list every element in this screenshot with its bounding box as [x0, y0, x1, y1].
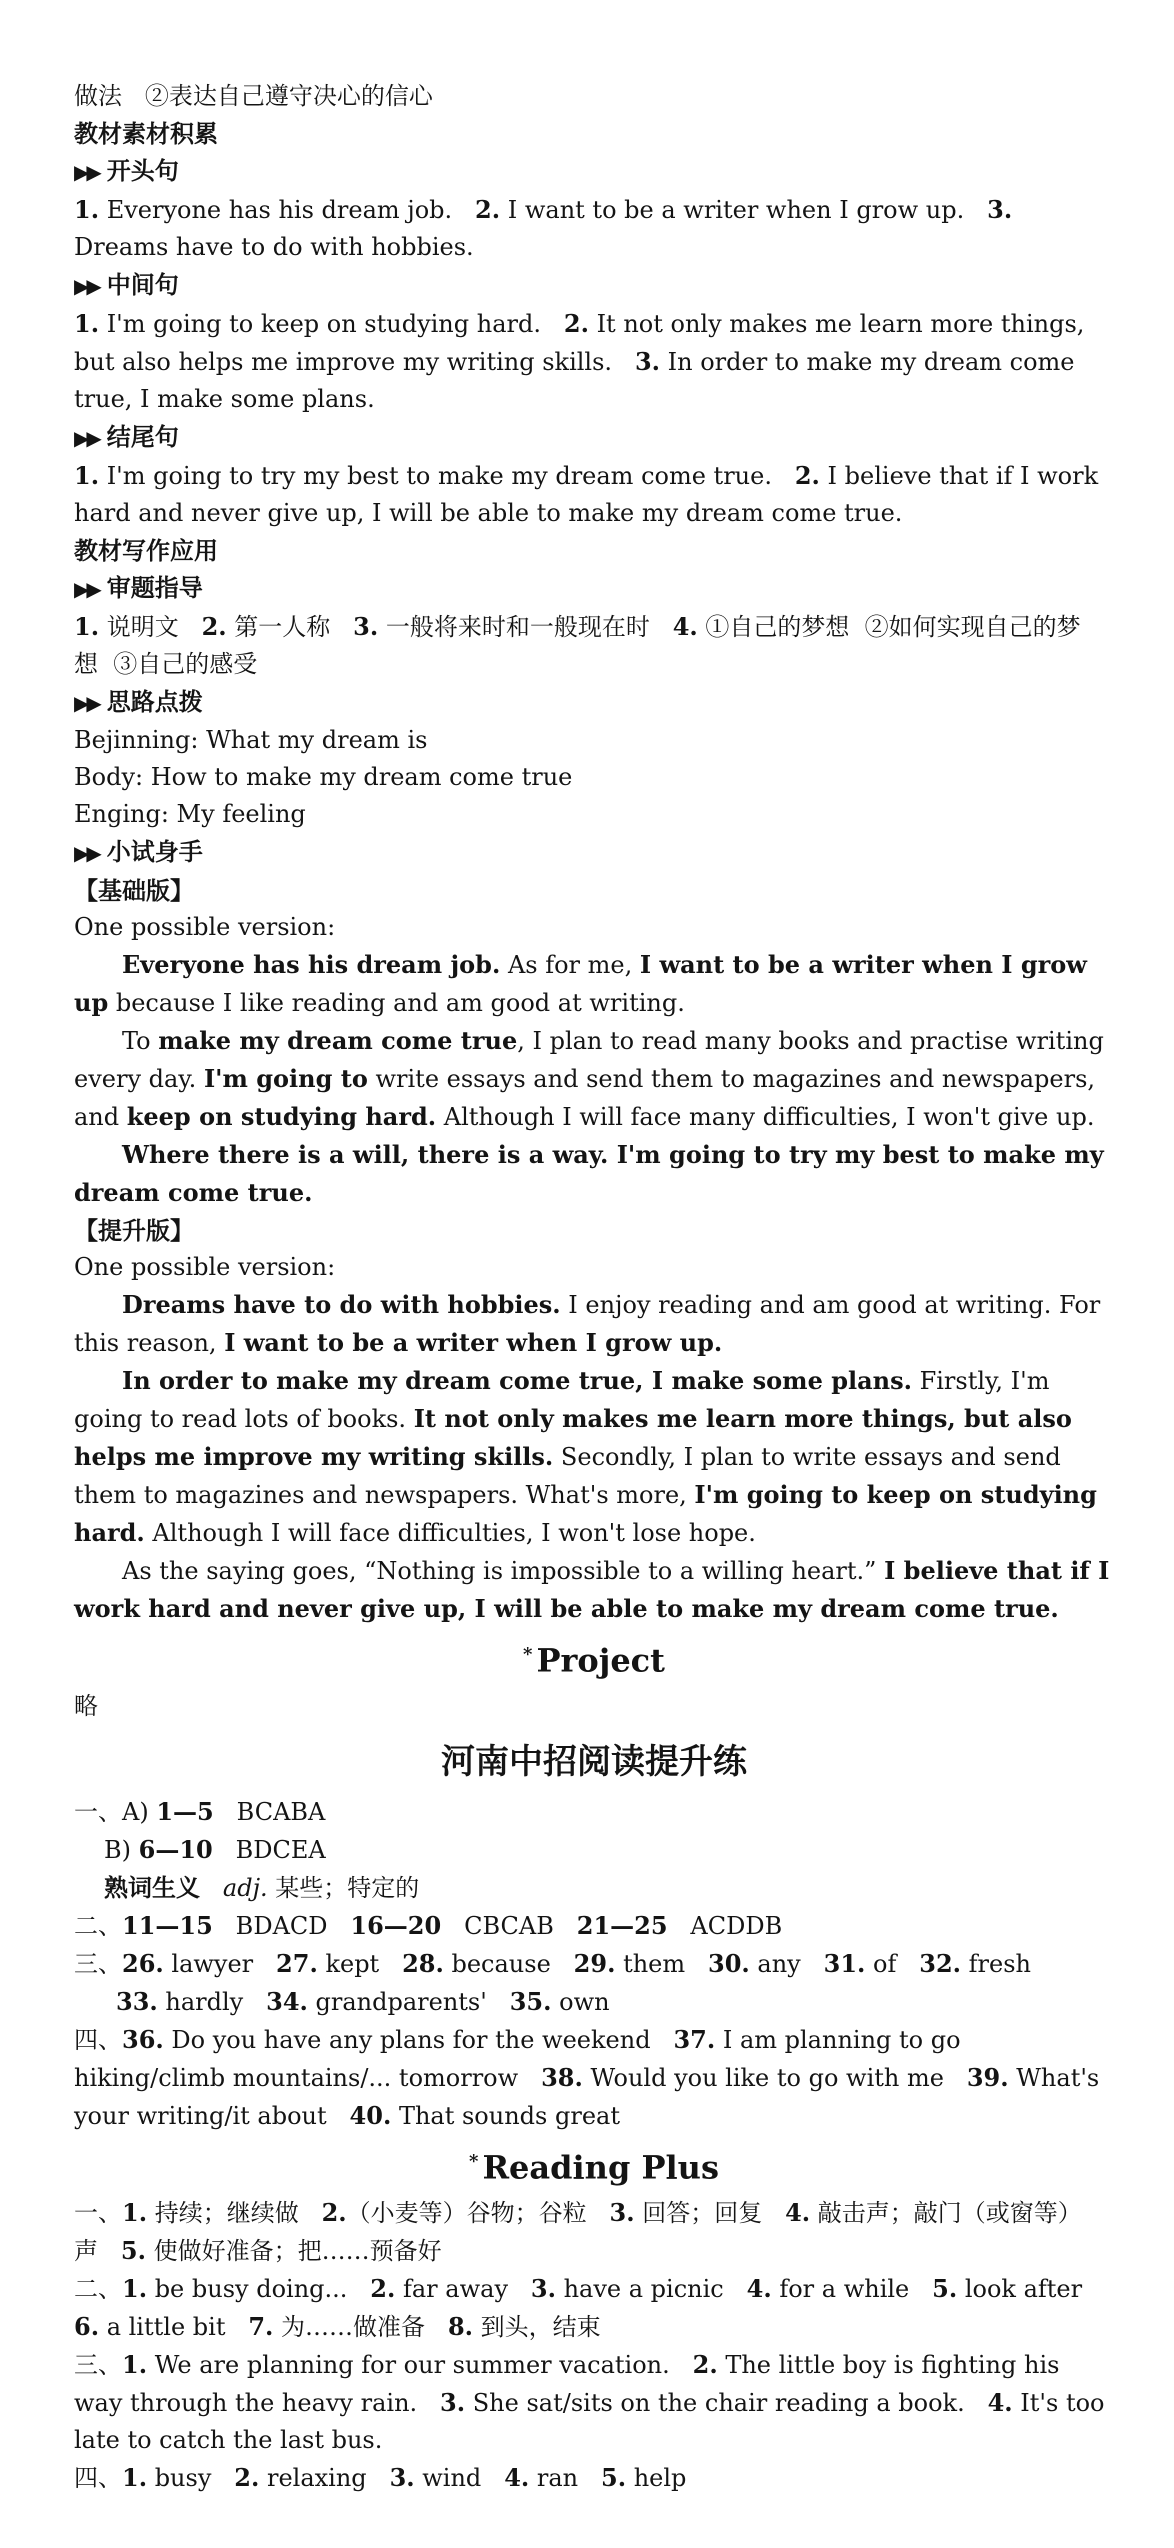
- advanced-paragraph: In order to make my dream come true, I make some plans. Firstly, I'm going to read lots of books. It not only makes me learn more things, but also helps me improve my writing skills. Secondly, I plan to write essays and send them to magazines and newspapers. What's more, I'm going to keep on studying hard. Although I will face difficulties, I won't lose hope.: [74, 1366, 1097, 1547]
- material-heading: 教材素材积累: [74, 119, 218, 148]
- zuofa-text: ②表达自己遵守决心的信心: [144, 82, 433, 110]
- reading-plus-q3: 三、1. We are planning for our summer vacation. 2. The little boy is fighting his way through the heavy rain. 3. She sat/sits on the chair reading a book. 4. It's too late to catch the last bus.: [74, 2350, 1105, 2455]
- reading-plus-q1: 一、1. 持续；继续做 2.（小麦等）谷物；谷粒 3. 回答；回复 4. 敲击声；敲门（或窗等）声 5. 使做好准备；把……预备好: [74, 2198, 1082, 2266]
- advanced-intro: One possible version:: [74, 1253, 336, 1281]
- henan-line: 33. hardly 34. grandparents' 35. own: [116, 1986, 610, 2016]
- writing-heading: 教材写作应用: [74, 536, 218, 565]
- henan-line: 三、26. lawyer 27. kept 28. because 29. them 30. any 31. of 32. fresh: [74, 1948, 1031, 1978]
- double-triangle-icon: ▶▶: [74, 160, 99, 184]
- henan-q4: 四、36. Do you have any plans for the weekend 37. I am planning to go hiking/climb mountains/... tomorrow 38. Would you like to go with me 39. What's your writing/it about 40. That sounds great: [74, 2024, 1100, 2130]
- henan-line: B) 6—10 BDCEA: [104, 1834, 326, 1864]
- advanced-paragraph: As the saying goes, “Nothing is impossible to a willing heart.” I believe that if I work hard and never give up, I will be able to make my dream come true.: [74, 1556, 1110, 1623]
- double-triangle-icon: ▶▶: [74, 577, 99, 601]
- henan-line: 熟词生义 adj. 某些；特定的: [104, 1872, 420, 1902]
- advanced-version-label: 【提升版】: [74, 1216, 194, 1245]
- henan-line: 一、A) 1—5 BCABA: [74, 1796, 326, 1826]
- basic-intro: One possible version:: [74, 913, 336, 941]
- silu-line: Enging: My feeling: [74, 800, 306, 828]
- shenti-heading: ▶▶ 审题指导: [74, 573, 203, 602]
- project-title: * Project: [523, 1641, 665, 1680]
- kaitou-sentences: 1. Everyone has his dream job. 2. I want to be a writer when I grow up. 3. Dreams have to do with hobbies.: [74, 195, 1013, 261]
- silu-heading: ▶▶ 思路点拨: [74, 687, 203, 716]
- reading-plus-q2: 二、1. be busy doing... 2. far away 3. have a picnic 4. for a while 5. look after 6. a little bit 7. 为……做准备 8. 到头，结束: [74, 2274, 1083, 2342]
- advanced-paragraph: Dreams have to do with hobbies. I enjoy reading and am good at writing. For this reason, I want to be a writer when I grow up.: [74, 1290, 1101, 1357]
- zuofa-label: 做法: [74, 82, 122, 110]
- basic-version-label: 【基础版】: [74, 876, 194, 905]
- double-triangle-icon: ▶▶: [74, 691, 99, 715]
- basic-paragraph: Everyone has his dream job. As for me, I want to be a writer when I grow up because I like reading and am good at writing.: [74, 950, 1087, 1017]
- kaitou-heading: ▶▶ 开头句: [74, 156, 179, 185]
- double-triangle-icon: ▶▶: [74, 841, 99, 865]
- double-triangle-icon: ▶▶: [74, 274, 99, 298]
- jiewei-sentences: 1. I'm going to try my best to make my dream come true. 2. I believe that if I work hard and never give up, I will be able to make my dream come true.: [74, 461, 1099, 527]
- zhongjian-sentences: 1. I'm going to keep on studying hard. 2. It not only makes me learn more things, but also helps me improve my writing skills. 3. In order to make my dream come true, I make some plans.: [74, 309, 1085, 413]
- henan-title: 河南中招阅读提升练: [441, 1741, 747, 1782]
- silu-line: Body: How to make my dream come true: [74, 763, 573, 791]
- silu-line: Bejinning: What my dream is: [74, 726, 428, 754]
- shenti-text: 1. 说明文 2. 第一人称 3. 一般将来时和一般现在时 4. ①自己的梦想 ②如何实现自己的梦想 ③自己的感受: [74, 612, 1081, 678]
- henan-line: 二、11—15 BDACD 16—20 CBCAB 21—25 ACDDB: [74, 1910, 783, 1940]
- zhongjian-heading: ▶▶ 中间句: [74, 270, 179, 299]
- double-triangle-icon: ▶▶: [74, 426, 99, 450]
- xiaoshi-heading: ▶▶ 小试身手: [74, 837, 203, 866]
- basic-paragraph: Where there is a will, there is a way. I'm going to try my best to make my dream come true.: [74, 1140, 1104, 1207]
- project-body: 略: [74, 1691, 98, 1720]
- reading-plus-title: * Reading Plus: [469, 2148, 719, 2187]
- reading-plus-q4: 四、1. busy 2. relaxing 3. wind 4. ran 5. help: [74, 2463, 687, 2493]
- zuofa-line: [74, 78, 1114, 115]
- basic-paragraph: To make my dream come true, I plan to read many books and practise writing every day. I'm going to write essays and send them to magazines and newspapers, and keep on studying hard. Although I will face many difficulties, I won't give up.: [74, 1026, 1104, 1131]
- jiewei-heading: ▶▶ 结尾句: [74, 422, 179, 451]
